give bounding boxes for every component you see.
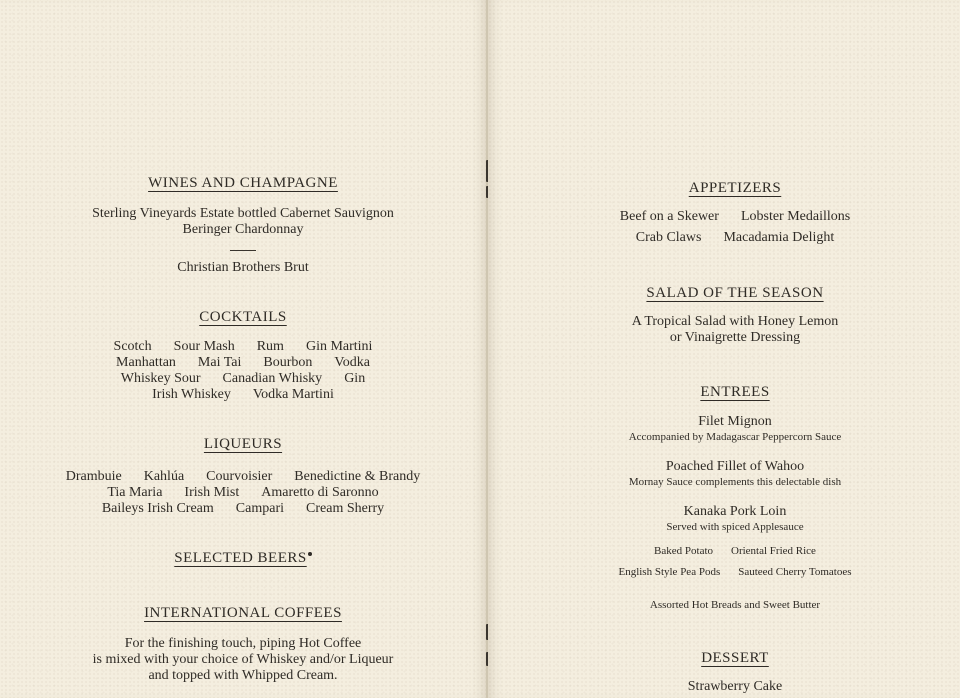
beers-heading: SELECTED BEERS [0,550,486,567]
salad-line: or Vinaigrette Dressing [669,330,801,345]
coffee-line: and topped with Whipped Cream. [148,668,338,683]
wine-line: Beringer Chardonnay [182,222,304,237]
cocktails-heading: COCKTAILS [199,309,287,325]
dessert-heading: DESSERT [701,650,769,666]
salad-line: A Tropical Salad with Honey Lemon [631,314,839,329]
appetizer-row: Crab Claws Macadamia Delight [635,230,835,245]
liqueurs-heading: LIQUEURS [203,436,283,452]
appetizers-heading: APPETIZERS [688,180,782,196]
wines-heading: WINES AND CHAMPAGNE [148,175,338,191]
cocktail-row: Scotch Sour Mash Rum Gin Martini [113,339,373,354]
liqueur-row: Baileys Irish Cream Campari Cream Sherry [101,501,385,516]
coffee-line: For the finishing touch, piping Hot Coffee [124,636,362,651]
entree-description: Accompanied by Madagascar Peppercorn Sauce [628,431,842,443]
entree-name: Poached Fillet of Wahoo [665,459,805,474]
cocktail-row: Irish Whiskey Vodka Martini [152,387,334,402]
dessert-item: Strawberry Cake [687,679,783,694]
asterisk-mark [308,552,312,556]
entree-description: Mornay Sauce complements this delectable dish [628,476,842,488]
salad-heading: SALAD OF THE SEASON [646,285,824,301]
liqueur-row: Drambuie Kahlúa Courvoisier Benedictine & Brandy [65,469,421,484]
champagne-line: Christian Brothers Brut [177,260,309,275]
entree-name: Kanaka Pork Loin [683,504,787,519]
breads-line: Assorted Hot Breads and Sweet Butter [649,599,821,611]
appetizer-row: Beef on a Skewer Lobster Medaillons [619,209,851,224]
coffees-heading: INTERNATIONAL COFFEES [144,605,342,621]
cocktail-row: Whiskey Sour Canadian Whisky Gin [120,371,366,386]
entrees-heading: ENTREES [700,384,770,400]
cocktail-row: Manhattan Mai Tai Bourbon Vodka [116,355,370,370]
entree-description: Served with spiced Applesauce [666,521,804,533]
sides-row: English Style Pea Pods Sauteed Cherry Tomatoes [618,566,852,578]
wine-line: Sterling Vineyards Estate bottled Cabernet Sauvignon [92,206,394,221]
right-page [488,0,960,698]
coffee-line: is mixed with your choice of Whiskey and/or Liqueur [92,652,394,667]
divider-rule [0,238,486,256]
sides-row: Baked Potato Oriental Fried Rice [654,545,816,557]
entree-name: Filet Mignon [698,414,772,429]
liqueur-row: Tia Maria Irish Mist Amaretto di Saronno [107,485,379,500]
